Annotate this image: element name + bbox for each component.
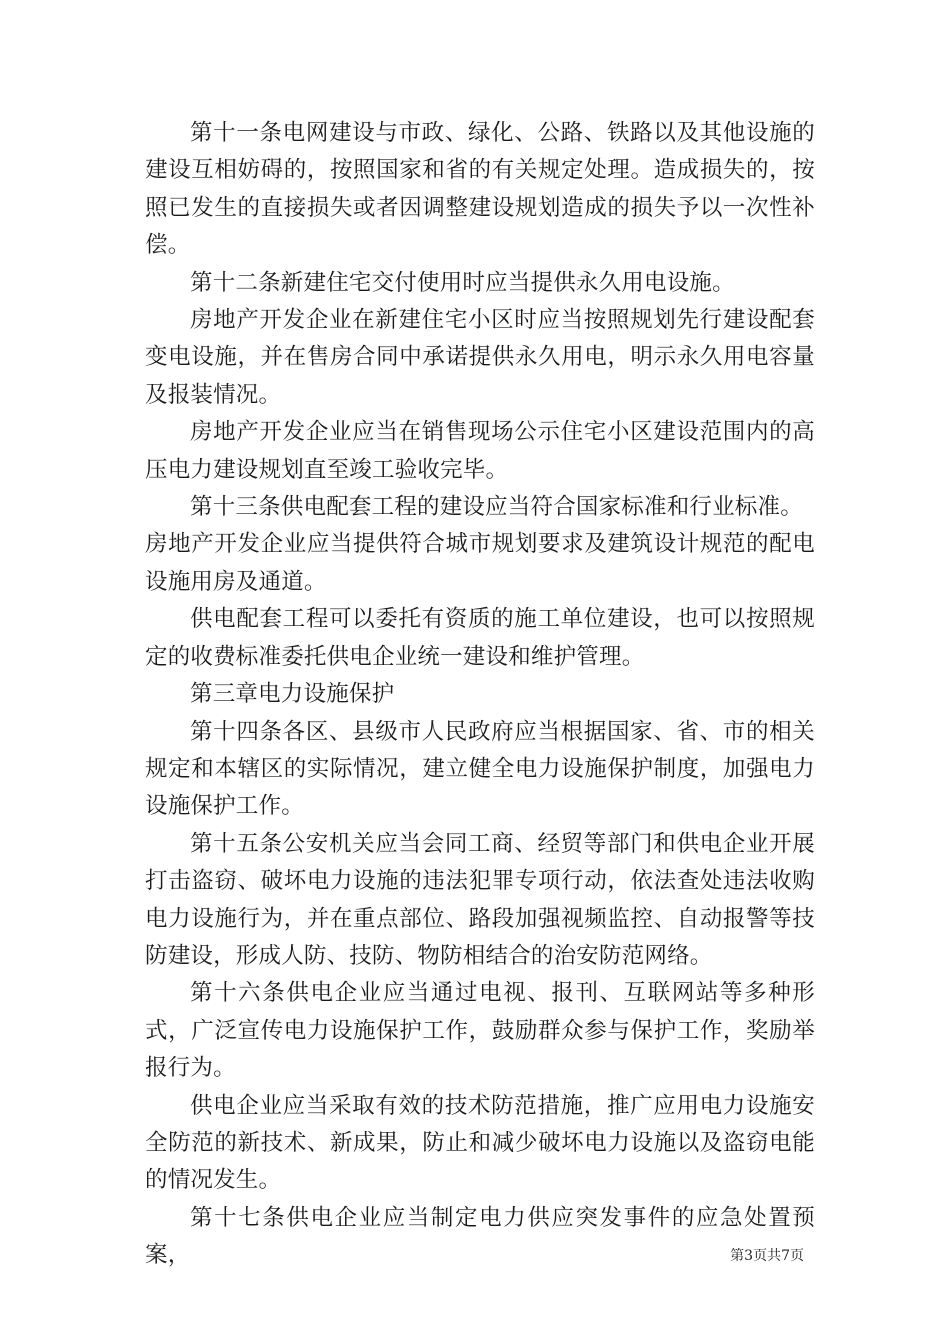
page-number-footer: 第3页共7页 <box>730 1248 804 1264</box>
paragraph-developer-power-facilities: 房地产开发企业在新建住宅小区时应当按照规划先行建设配套变电设施，并在售房合同中承诺提供永久用电，明示永久用电容量及报装情况。 <box>145 307 815 408</box>
paragraph-article-15: 第十五条公安机关应当会同工商、经贸等部门和供电企业开展打击盗窃、破坏电力设施的违法犯罪专项行动，依法查处违法收购电力设施行为，并在重点部位、路段加强视频监控、自动报警等技防建设，形成人防、技防、物防相结合的治安防范网络。 <box>145 830 815 969</box>
document-body <box>145 115 815 1275</box>
paragraph-article-17: 第十七条供电企业应当制定电力供应突发事件的应急处置预案， <box>145 1204 815 1269</box>
paragraph-article-11: 第十一条电网建设与市政、绿化、公路、铁路以及其他设施的建设互相妨碍的，按照国家和省的有关规定处理。造成损失的，按照已发生的直接损失或者因调整建设规划造成的损失予以一次性补偿。 <box>145 120 815 259</box>
paragraph-article-16: 第十六条供电企业应当通过电视、报刊、互联网站等多种形式，广泛宣传电力设施保护工作，鼓励群众参与保护工作，奖励举报行为。 <box>145 980 815 1082</box>
paragraph-technical-prevention: 供电企业应当采取有效的技术防范措施，推广应用电力设施安全防范的新技术、新成果，防止和减少破坏电力设施以及盗窃电能的情况发生。 <box>145 1092 815 1194</box>
paragraph-developer-publicity: 房地产开发企业应当在销售现场公示住宅小区建设范围内的高压电力建设规划直至竣工验收完毕。 <box>145 419 815 483</box>
paragraph-supporting-project: 供电配套工程可以委托有资质的施工单位建设，也可以按照规定的收费标准委托供电企业统一建设和维护管理。 <box>145 606 815 670</box>
paragraph-article-13-continued: 房地产开发企业应当提供符合城市规划要求及建筑设计规范的配电设施用房及通道。 <box>145 531 815 595</box>
paragraph-article-12: 第十二条新建住宅交付使用时应当提供永久用电设施。 <box>190 269 735 296</box>
paragraph-article-14: 第十四条各区、县级市人民政府应当根据国家、省、市的相关规定和本辖区的实际情况，建立健全电力设施保护制度，加强电力设施保护工作。 <box>145 718 815 820</box>
chapter-heading: 第三章电力设施保护 <box>190 681 395 708</box>
paragraph-article-13: 第十三条供电配套工程的建设应当符合国家标准和行业标准。 <box>190 494 803 521</box>
